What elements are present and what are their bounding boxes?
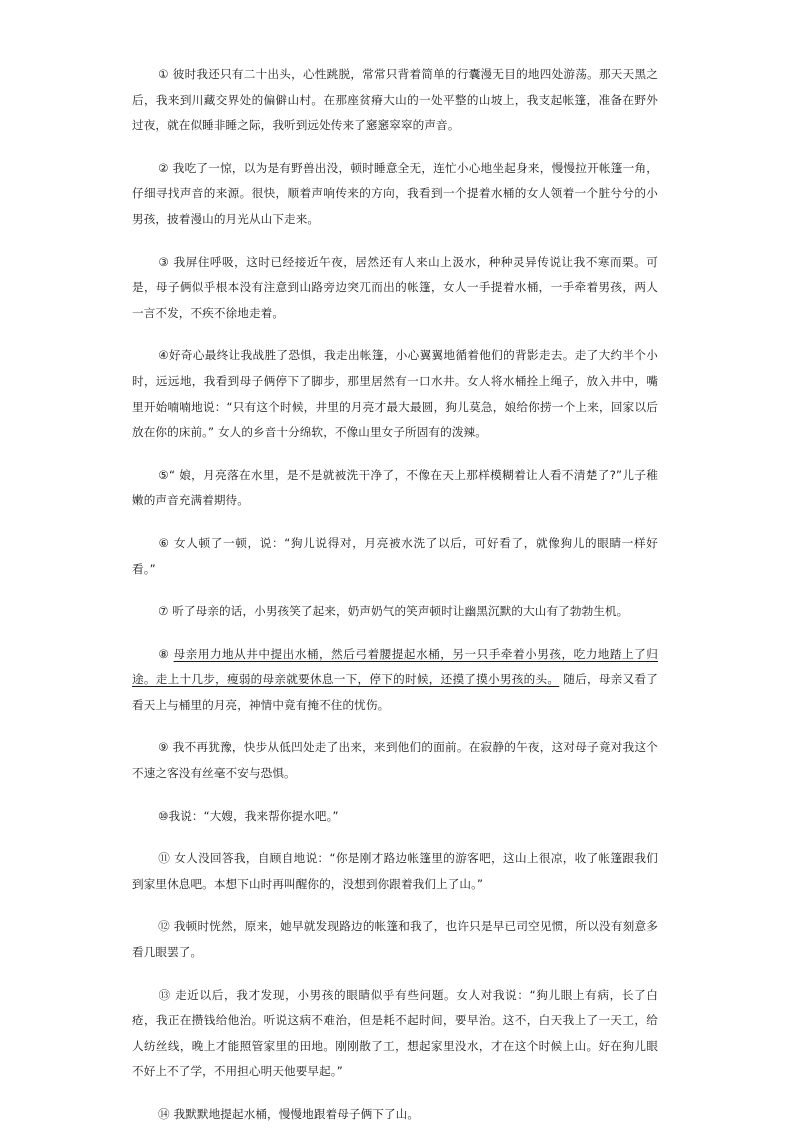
paragraph-5	[132, 463, 658, 514]
paragraph-4	[132, 343, 658, 445]
paragraph-text: 走近以后，我才发现，小男孩的眼睛似乎有些问题。女人对我说：“狗儿眼上有病，长了白疮，我正在攒钱给他治。听说这病不难治，但是耗不起时间，要早治。这不，白天我上了一天工，给人纺丝线，晚上才能照管家里的田地。刚刚散了工，想起家里没水，才在这个时候上山。好在狗儿眼不好上不了学，不用担心明天他要早起。”	[132, 987, 658, 1079]
paragraph-13	[132, 983, 658, 1085]
paragraph-number: ⑨	[158, 740, 169, 755]
paragraph-text: 女人顿了一顿，说：“狗儿说得对，月亮被水洗了以后，可好看了，就像狗儿的眼睛一样好看。”	[132, 535, 659, 576]
paragraph-number: ⑤	[158, 467, 170, 482]
paragraph-text: 我说：“大嫂，我来帮你提水吧。”	[168, 808, 339, 823]
paragraph-14	[132, 1102, 658, 1128]
paragraph-text: “ 娘，月亮落在水里，是不是就被洗干净了，不像在天上那样模糊着让人看不清楚了?”儿子稚嫩的声音充满着期待。	[132, 467, 658, 508]
paragraph-text: 好奇心最终让我战胜了恐惧，我走出帐篷，小心翼翼地循着他们的背影走去。走了大约半个小时，远远地，我看到母子俩停下了脚步，那里居然有一口水井。女人将水桶拴上绳子，放入井中，嘴里开始喃喃地说：“只有这个时候，井里的月亮才最大最圆，狗儿莫急，娘给你捞一个上来，回家以后放在你的床前。” 女人的乡音十分绵软，不像山里女子所固有的泼辣。	[132, 348, 658, 440]
paragraph-text: 听了母亲的话，小男孩笑了起来，奶声奶气的笑声顿时让幽黑沉默的大山有了勃勃生机。	[168, 604, 629, 619]
paragraph-text: 彼时我还只有二十出头，心性跳脱，常常只背着简单的行囊漫无目的地四处游荡。那天天黑之后，我来到川藏交界处的偏僻山村。在那座贫瘠大山的一处平整的山坡上，我支起帐篷，准备在野外过夜，就在似睡非睡之际，我听到远处传来了窸窸窣窣的声音。	[132, 67, 659, 133]
paragraph-text: 我不再犹豫，快步从低凹处走了出来，来到他们的面前。在寂静的午夜，这对母子竟对我这个不速之客没有丝毫不安与恐惧。	[132, 740, 659, 781]
paragraph-12	[132, 914, 658, 965]
paragraph-number: ⑭	[158, 1107, 170, 1121]
paragraph-number: ②	[158, 160, 169, 175]
paragraph-text: 我默默地提起水桶，慢慢地跟着母子俩下了山。	[169, 1107, 420, 1121]
paragraph-3	[132, 250, 658, 327]
document-page	[132, 62, 658, 1145]
paragraph-number: ⑥	[158, 535, 170, 550]
paragraph-number: ⑫	[158, 919, 170, 934]
paragraph-8	[132, 642, 658, 719]
paragraph-number: ⑪	[158, 851, 171, 866]
paragraph-number: ⑦	[158, 604, 169, 619]
paragraph-number: ⑩	[158, 808, 169, 823]
paragraph-11	[132, 846, 658, 897]
paragraph-text: 我屏住呼吸，这时已经接近午夜，居然还有人来山上汲水，种种灵异传说让我不寒而栗。可是，母子俩似乎根本没有注意到山路旁边突兀而出的帐篷，女人一手提着水桶，一手牵着男孩，两人一言不发，不疾不徐地走着。	[132, 254, 658, 320]
paragraph-9	[132, 735, 658, 786]
paragraph-2	[132, 156, 658, 233]
paragraph-6	[132, 531, 658, 582]
paragraph-1	[132, 62, 658, 139]
paragraph-number: ⑧	[158, 646, 170, 661]
paragraph-text: 我吃了一惊，以为是有野兽出没，顿时睡意全无，连忙小心地坐起身来，慢慢拉开帐篷一角，仔细寻找声音的来源。很快，顺着声响传来的方向，我看到一个提着水桶的女人领着一个脏兮兮的小男孩，披着漫山的月光从山下走来。	[132, 160, 659, 226]
paragraph-text: 我顿时恍然，原来，她早就发现路边的帐篷和我了，也许只是早已司空见惯，所以没有刻意多看几眼罢了。	[132, 919, 658, 960]
paragraph-number: ⑬	[158, 987, 171, 1002]
paragraph-text: 女人没回答我，自顾自地说：“你是刚才路边帐篷里的游客吧，这山上很凉，收了帐篷跟我们到家里休息吧。本想下山时再叫醒你的，没想到你跟着我们上了山。”	[132, 851, 658, 891]
paragraph-10	[132, 804, 658, 830]
paragraph-7	[132, 599, 658, 625]
paragraph-number: ①	[158, 67, 169, 81]
paragraph-number: ③	[158, 254, 170, 269]
underlined-sentence: 母亲用力地从井中提出水桶，然后弓着腰提起水桶，另一只手牵着小男孩，吃力地踏上了归途。走上十几步，瘦弱的母亲就要休息一下，停下的时候，还摸了摸小男孩的头。	[132, 646, 658, 687]
paragraph-number: ④	[158, 348, 169, 363]
paragraph-text: 随后，母亲又看了看天上与桶里的月亮，神情中竟有掩不住的忧伤。	[132, 672, 658, 712]
